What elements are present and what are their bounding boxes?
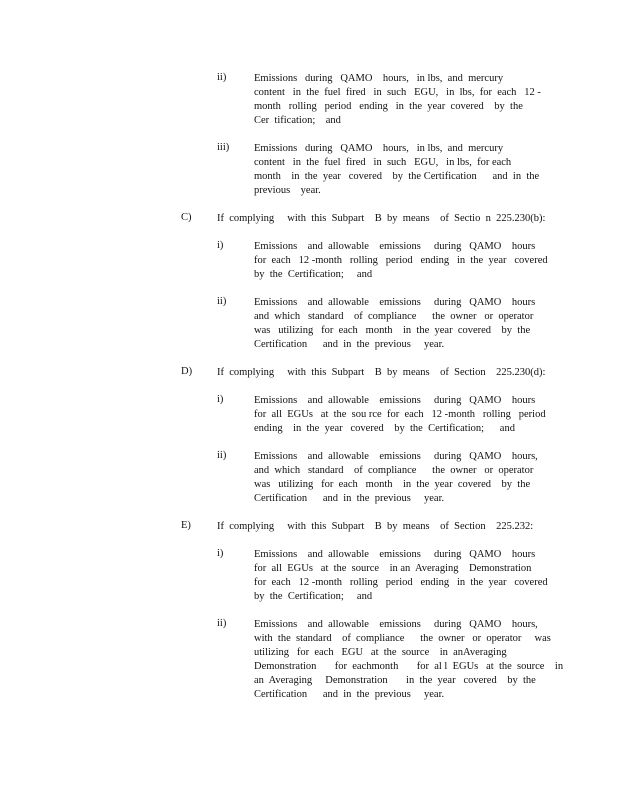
text-line: by the Certification; and [254, 269, 373, 280]
text-line: was utilizing for each month in the year covered by the [254, 479, 531, 490]
item-text [254, 72, 554, 128]
text-line: an Averaging Demonstration in the year covered by the [254, 675, 536, 686]
text-line: utilizing for each EGU at the source in anAveraging [254, 647, 507, 658]
item-text [254, 240, 554, 282]
section-text [217, 366, 577, 380]
item-label: i) [217, 394, 224, 405]
text-line: If complying with this Subpart B by means of Sectio n 225.230(b): [217, 213, 546, 224]
text-line: If complying with this Subpart B by means of Section 225.230(d): [217, 367, 546, 378]
section-text [217, 212, 577, 226]
text-line: with the standard of compliance the owner or operator was [254, 633, 551, 644]
text-line: Emissions and allowable emissions during QAMO hours [254, 297, 536, 308]
text-line: and which standard of compliance the owner or operator [254, 465, 534, 476]
item-text [254, 548, 554, 604]
text-line: month rolling period ending in the year covered by the [254, 101, 523, 112]
text-line: Certification and in the previous year. [254, 493, 445, 504]
text-line: Certification and in the previous year. [254, 339, 445, 350]
text-line: If complying with this Subpart B by means of Section 225.232: [217, 521, 534, 532]
text-line: Emissions during QAMO hours, in lbs, and mercury [254, 73, 504, 84]
text-line: Emissions and allowable emissions during QAMO hours [254, 395, 536, 406]
text-line: Emissions during QAMO hours, in lbs, and mercury [254, 143, 504, 154]
text-line: by the Certification; and [254, 591, 373, 602]
text-line: Cer tification; and [254, 115, 341, 126]
text-line: for each 12 -month rolling period ending in the year covered [254, 255, 548, 266]
text-line: for all EGUs at the sou rce for each 12 -month rolling period [254, 409, 546, 420]
item-label: ii) [217, 450, 227, 461]
text-line: Emissions and allowable emissions during QAMO hours [254, 549, 536, 560]
section-text [217, 520, 577, 534]
item-text [254, 618, 564, 702]
text-line: for each 12 -month rolling period ending in the year covered [254, 577, 548, 588]
item-label: i) [217, 548, 224, 559]
text-line: Emissions and allowable emissions during QAMO hours, [254, 619, 538, 630]
item-text [254, 142, 554, 198]
text-line: was utilizing for each month in the year covered by the [254, 325, 531, 336]
text-line: ending in the year covered by the Certification; and [254, 423, 515, 434]
item-label: iii) [217, 142, 230, 153]
text-line: for all EGUs at the source in an Averaging Demonstration [254, 563, 532, 574]
item-text [254, 296, 554, 352]
section-label: C) [181, 212, 192, 223]
item-label: ii) [217, 72, 227, 83]
text-line: Emissions and allowable emissions during QAMO hours, [254, 451, 538, 462]
text-line: Emissions and allowable emissions during QAMO hours [254, 241, 536, 252]
item-text [254, 394, 554, 436]
text-line: content in the fuel fired in such EGU, in lbs, for each 12 - [254, 87, 541, 98]
text-line: Certification and in the previous year. [254, 689, 445, 700]
text-line: content in the fuel fired in such EGU, in lbs, for each [254, 157, 512, 168]
section-label: E) [181, 520, 191, 531]
text-line: Demonstration for eachmonth for al l EGUs at the source in [254, 661, 564, 672]
text-line: previous year. [254, 185, 321, 196]
item-label: ii) [217, 296, 227, 307]
text-line: and which standard of compliance the owner or operator [254, 311, 534, 322]
item-label: i) [217, 240, 224, 251]
item-text [254, 450, 554, 506]
text-line: month in the year covered by the Certification and in the [254, 171, 540, 182]
section-label: D) [181, 366, 193, 377]
item-label: ii) [217, 618, 227, 629]
